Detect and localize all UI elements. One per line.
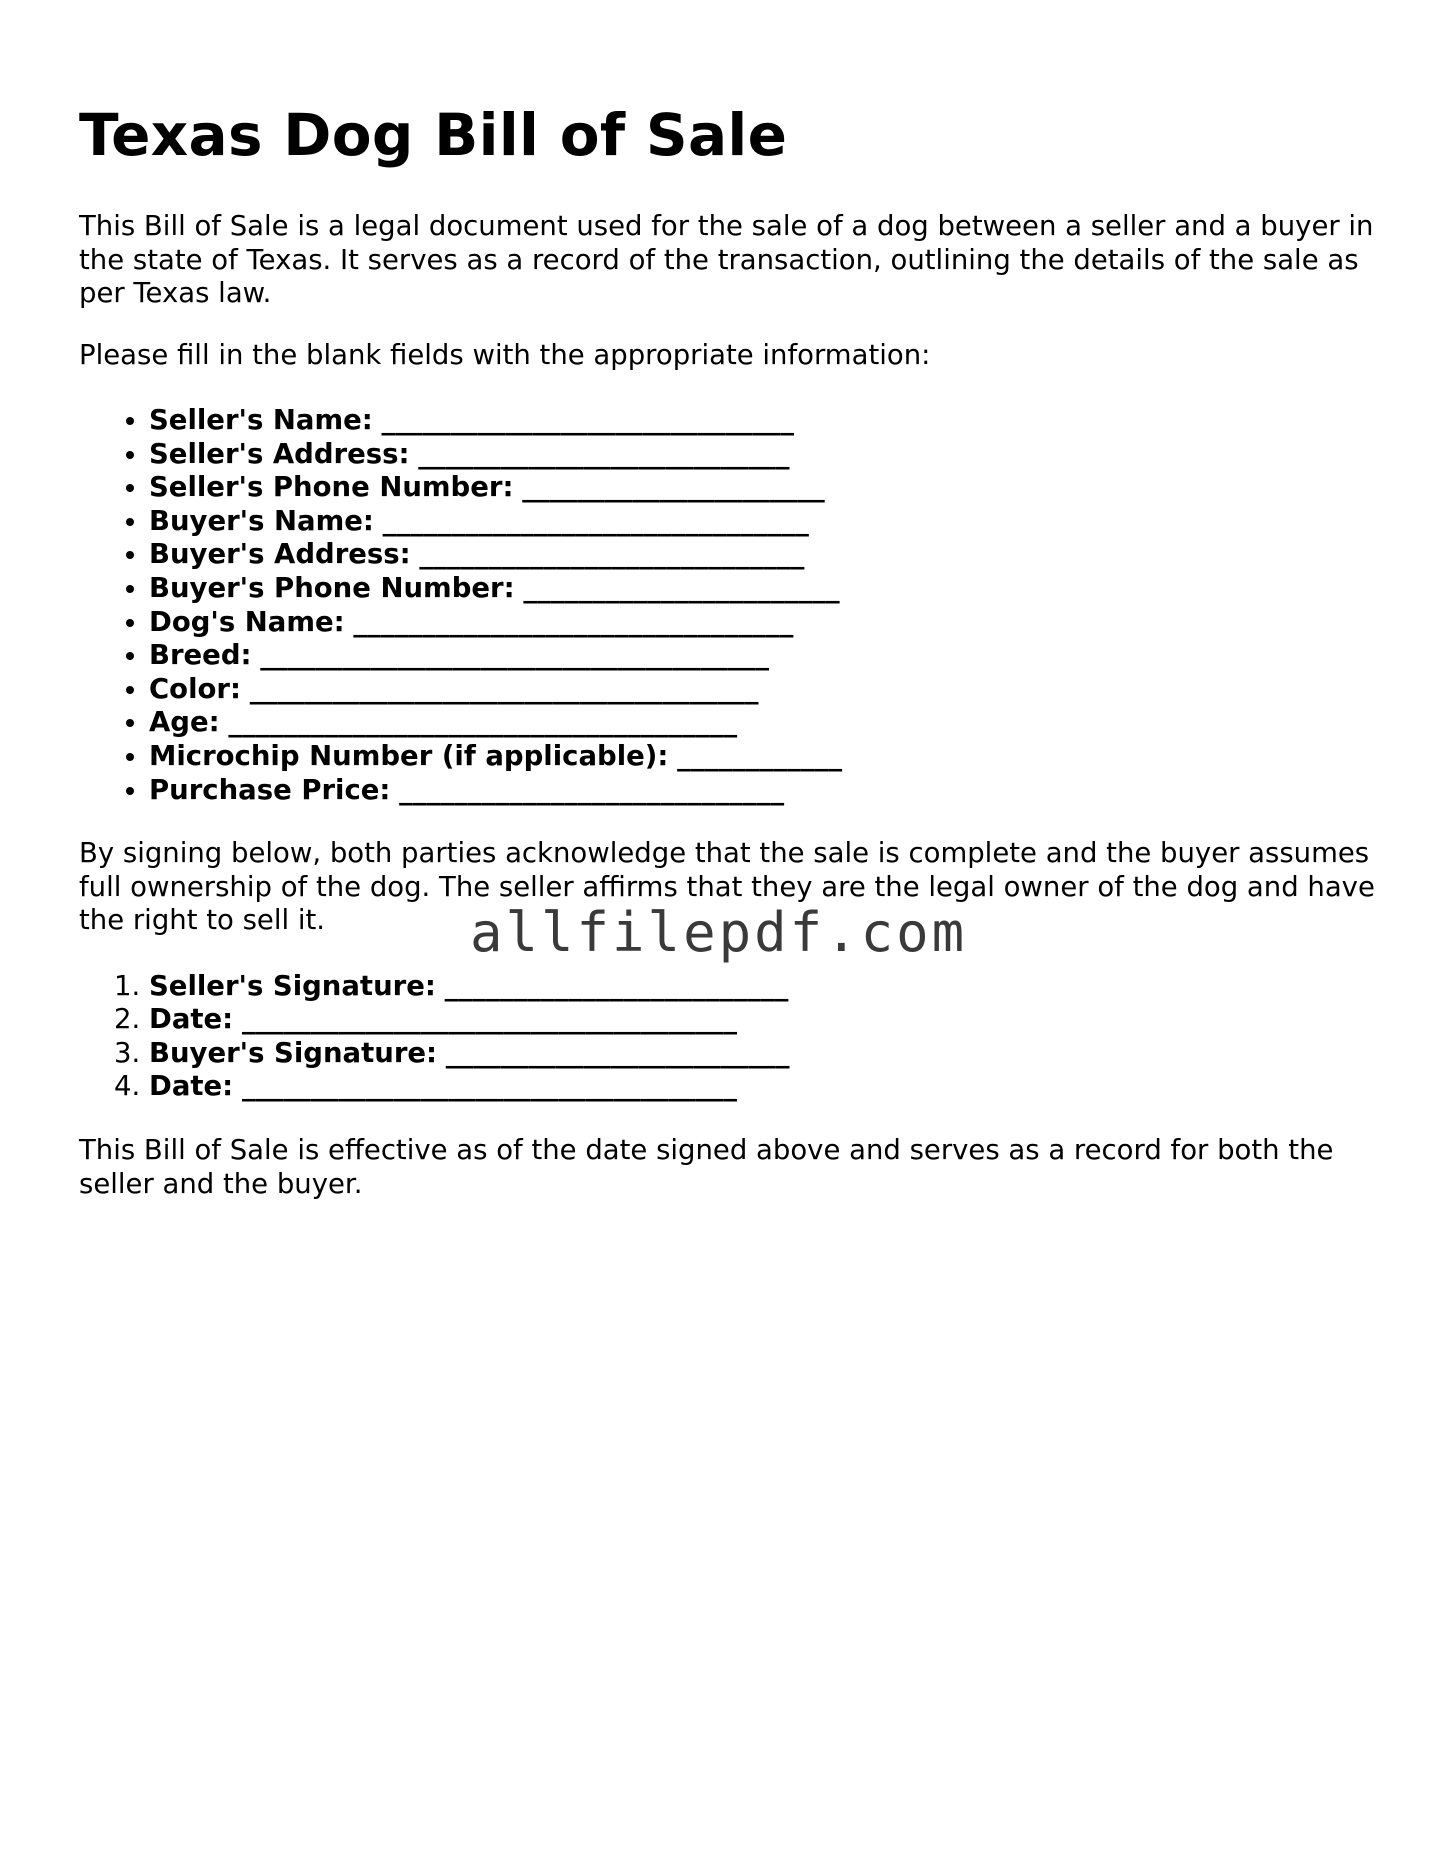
field-label: Buyer's Phone Number: <box>149 571 515 604</box>
signature-seller <box>149 970 1379 1004</box>
signature-seller-date <box>149 1003 1379 1037</box>
field-blank[interactable]: ___________________________ <box>418 437 790 470</box>
field-label: Seller's Phone Number: <box>149 471 514 504</box>
closing-paragraph: This Bill of Sale is effective as of the date signed above and serves as a record for both the seller and the buyer. <box>79 1134 1334 1200</box>
signature-buyer-date <box>149 1070 1379 1104</box>
field-breed <box>149 639 1379 673</box>
field-blank[interactable]: _____________________________________ <box>228 706 738 739</box>
field-label: Purchase Price: <box>149 773 391 806</box>
field-purchase-price <box>149 774 1379 808</box>
field-blank[interactable]: _______________________________ <box>382 504 809 537</box>
signature-blank[interactable]: _________________________ <box>445 1036 790 1069</box>
watermark: allfilepdf.com <box>470 901 968 964</box>
signature-buyer <box>149 1037 1379 1071</box>
field-blank[interactable]: ________________________________ <box>353 605 794 638</box>
field-label: Seller's Name: <box>149 404 373 436</box>
field-label: Microchip Number (if applicable): <box>149 739 669 772</box>
field-label: Breed: <box>149 639 252 672</box>
field-sellers-name <box>149 404 1379 438</box>
field-label: Buyer's Address: <box>149 538 411 571</box>
field-blank[interactable]: _______________________ <box>523 571 840 604</box>
signature-label: Date: <box>149 1070 234 1103</box>
field-label: Color: <box>149 672 241 705</box>
field-color <box>149 673 1379 707</box>
signature-blank[interactable]: ____________________________________ <box>241 1003 737 1036</box>
field-label: Buyer's Name: <box>149 504 374 537</box>
field-sellers-phone <box>149 471 1379 505</box>
field-label: Seller's Address: <box>149 437 410 470</box>
field-sellers-address <box>149 438 1379 472</box>
field-blank[interactable]: ____________________________ <box>399 773 785 806</box>
document-page <box>79 100 1379 1229</box>
field-blank[interactable]: ____________ <box>677 739 843 772</box>
signature-label: Buyer's Signature: <box>149 1036 438 1069</box>
field-buyers-address <box>149 538 1379 572</box>
field-blank[interactable]: ______________________ <box>522 471 825 504</box>
signature-blank[interactable]: _________________________ <box>444 969 789 1002</box>
field-blank[interactable]: _____________________________________ <box>260 639 770 672</box>
field-blank[interactable]: _____________________________________ <box>249 672 759 705</box>
field-dogs-name <box>149 606 1379 640</box>
field-microchip-number <box>149 740 1379 774</box>
document-title: Texas Dog Bill of Sale <box>79 101 788 169</box>
signature-blank[interactable]: ____________________________________ <box>241 1070 737 1103</box>
acknowledgement-paragraph: By signing below, both parties acknowledge that the sale is complete and the buyer assumes full ownership of the dog. The seller affirms that they are the legal owner of the dog and have the right to sell it. <box>79 837 1375 937</box>
field-buyers-name <box>149 505 1379 539</box>
signature-list <box>79 970 1379 1104</box>
intro-paragraph: This Bill of Sale is a legal document used for the sale of a dog between a seller and a buyer in the state of Texas. It serves as a record of the transaction, outlining the details of the sale as per Texas law. <box>79 210 1374 309</box>
field-blank[interactable]: ______________________________ <box>381 404 795 436</box>
field-blank[interactable]: ____________________________ <box>419 538 805 571</box>
field-age <box>149 706 1379 740</box>
field-label: Dog's Name: <box>149 605 345 638</box>
instructions-paragraph: Please fill in the blank fields with the appropriate information: <box>79 338 931 371</box>
field-buyers-phone <box>149 572 1379 606</box>
signature-label: Date: <box>149 1003 234 1036</box>
field-label: Age: <box>149 706 220 739</box>
signature-label: Seller's Signature: <box>149 969 436 1002</box>
field-list <box>79 404 1379 807</box>
